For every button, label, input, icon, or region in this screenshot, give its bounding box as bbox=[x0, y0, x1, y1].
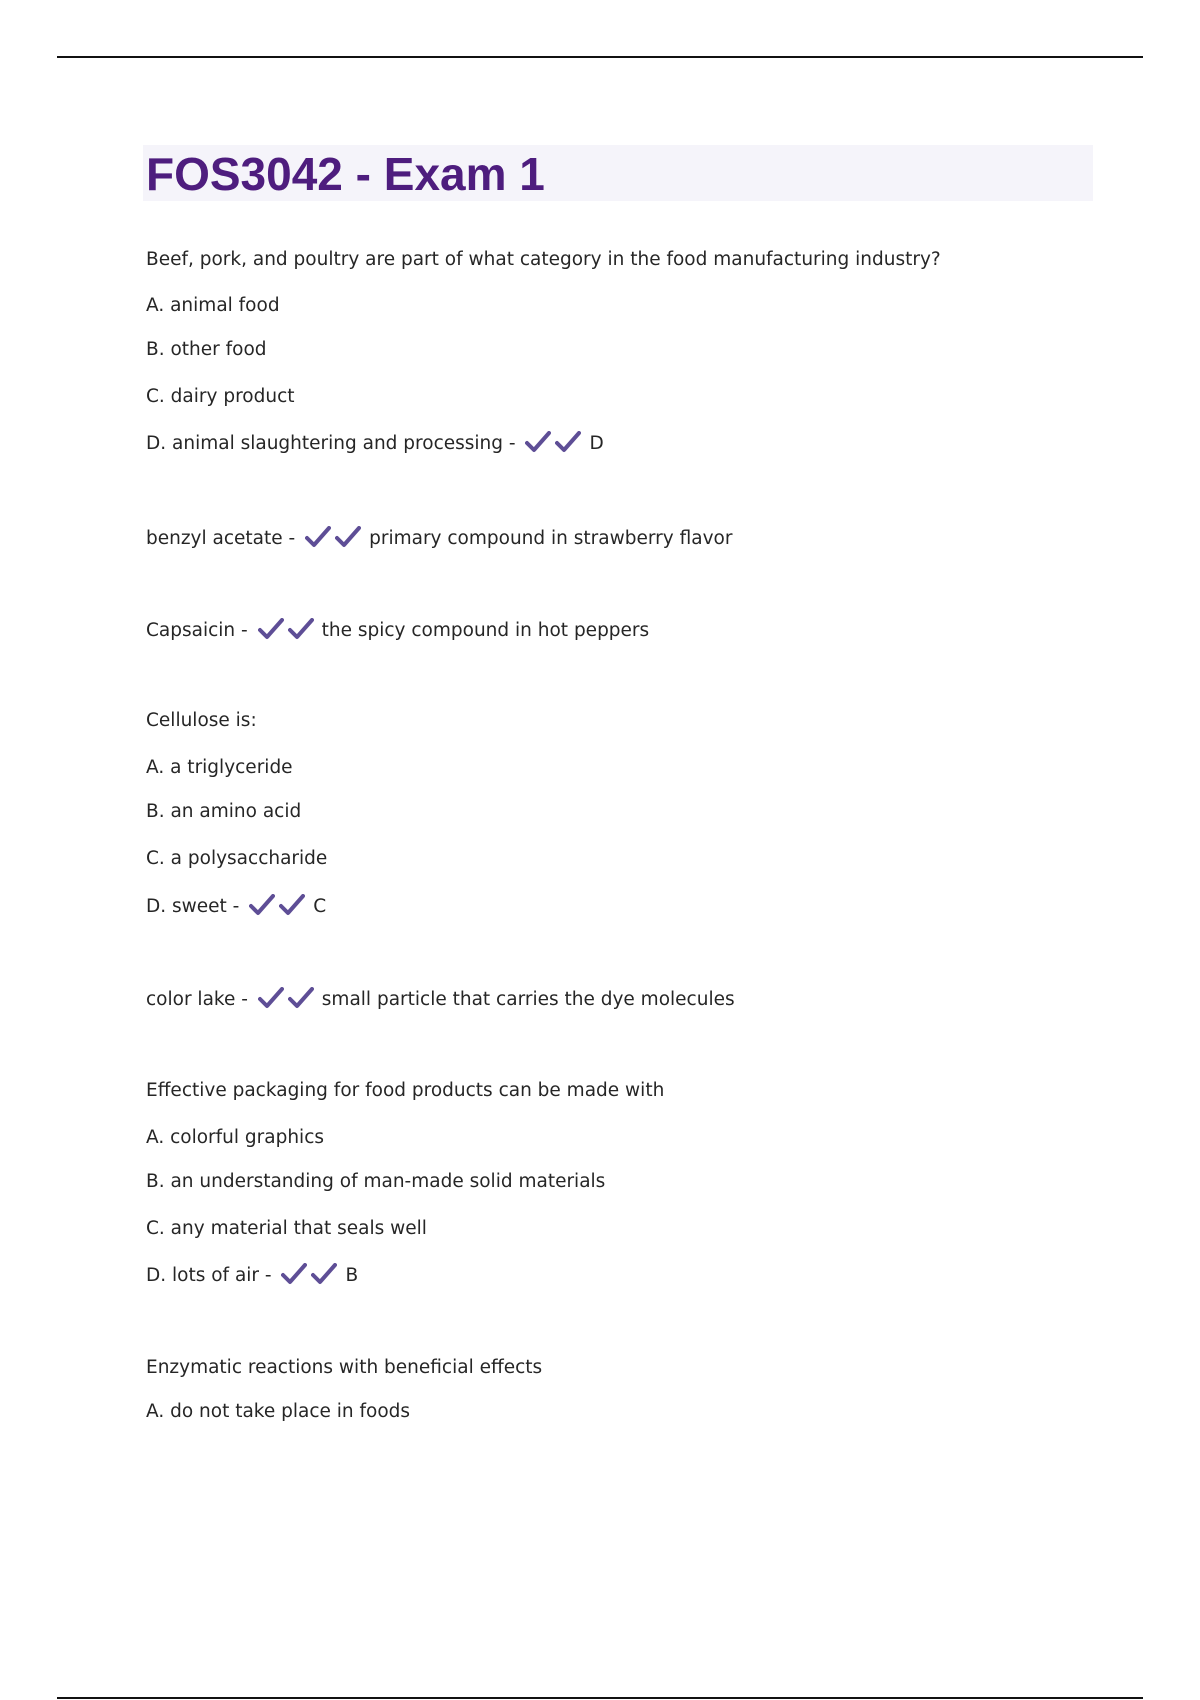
term-definition: benzyl acetate - primary compound in strawberry flavor bbox=[146, 526, 732, 555]
check-icon bbox=[258, 618, 284, 640]
check-icon bbox=[335, 526, 361, 548]
check-icon bbox=[525, 431, 551, 453]
answer-option: A. colorful graphics bbox=[146, 1127, 325, 1148]
answer-option: C. a polysaccharide bbox=[146, 848, 328, 869]
answer-option: A. do not take place in foods bbox=[146, 1401, 411, 1422]
answer-option: A. animal food bbox=[146, 295, 280, 316]
definition: the spicy compound in hot peppers bbox=[321, 620, 650, 641]
definition: primary compound in strawberry flavor bbox=[369, 528, 733, 549]
answer-option: C. any material that seals well bbox=[146, 1218, 427, 1239]
term-definition: Capsaicin - the spicy compound in hot peppers bbox=[146, 618, 649, 647]
check-icon bbox=[311, 1263, 337, 1285]
answer-option: B. other food bbox=[146, 339, 267, 360]
answer-checkmarks bbox=[525, 431, 585, 460]
answer-option: B. an amino acid bbox=[146, 801, 302, 822]
answer-option: C. dairy product bbox=[146, 386, 295, 407]
check-icon bbox=[305, 526, 331, 548]
check-icon bbox=[249, 894, 275, 916]
document-title: FOS3042 - Exam 1 bbox=[146, 148, 545, 200]
answer-key: C bbox=[313, 896, 327, 917]
top-rule bbox=[57, 56, 1143, 58]
term-definition: color lake - small particle that carries the dye molecules bbox=[146, 987, 735, 1016]
answer-key: D bbox=[589, 433, 604, 454]
answer-option: B. an understanding of man-made solid materials bbox=[146, 1171, 606, 1192]
definition: small particle that carries the dye molecules bbox=[321, 989, 735, 1010]
bottom-rule bbox=[57, 1697, 1143, 1699]
answer-checkmarks bbox=[305, 526, 365, 555]
question-text: Enzymatic reactions with beneficial effects bbox=[146, 1357, 543, 1378]
answer-checkmarks bbox=[281, 1263, 341, 1292]
answer-checkmarks bbox=[258, 987, 318, 1016]
answer-checkmarks bbox=[258, 618, 318, 647]
question-text: Beef, pork, and poultry are part of what category in the food manufacturing industry? bbox=[146, 249, 941, 270]
check-icon bbox=[281, 1263, 307, 1285]
check-icon bbox=[288, 987, 314, 1009]
question-text: Cellulose is: bbox=[146, 710, 257, 731]
answer-option-with-key: D. sweet - C bbox=[146, 894, 326, 923]
check-icon bbox=[555, 431, 581, 453]
question-text: Effective packaging for food products can be made with bbox=[146, 1080, 665, 1101]
answer-key: B bbox=[345, 1265, 359, 1286]
check-icon bbox=[279, 894, 305, 916]
answer-option: A. a triglyceride bbox=[146, 757, 293, 778]
check-icon bbox=[258, 987, 284, 1009]
answer-checkmarks bbox=[249, 894, 309, 923]
answer-option-with-key: D. lots of air - B bbox=[146, 1263, 358, 1292]
answer-option-with-key: D. animal slaughtering and processing - D bbox=[146, 431, 604, 460]
check-icon bbox=[288, 618, 314, 640]
